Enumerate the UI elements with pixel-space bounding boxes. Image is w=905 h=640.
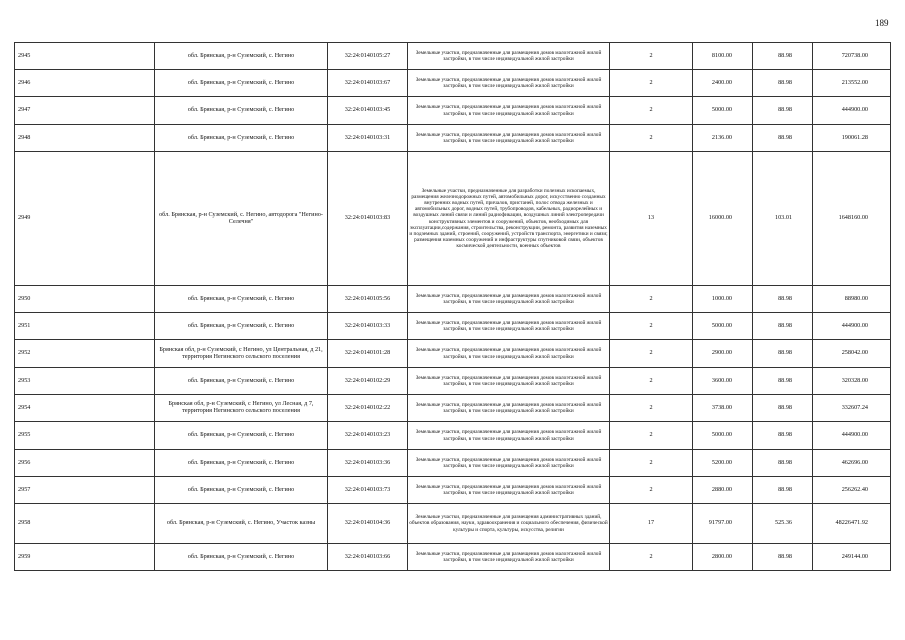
cadastral-value-cell: 249144.00 [813,544,891,571]
address-cell: обл. Брянская, р-н Суземский, с. Негино [155,43,328,70]
cadastral-number-cell: 32:24:0140103:66 [328,544,408,571]
table-row [15,368,891,395]
category-cell: 2 [610,450,693,477]
rate-cell: 88.98 [753,70,813,97]
cadastral-number-cell: 32:24:0140103:31 [328,125,408,152]
area-cell: 5000.00 [693,97,753,125]
address-cell: обл. Брянская, р-н Суземский, с. Негино [155,97,328,125]
row-number: 2959 [15,544,155,571]
category-cell: 2 [610,340,693,368]
category-cell: 2 [610,313,693,340]
table-row [15,286,891,313]
land-use-cell: Земельные участки, предназначенные для размещения домов малоэтажной жилой застройки, в том числе индивидуальной жилой застройки [408,313,610,340]
table-row [15,340,891,368]
land-use-cell: Земельные участки, предназначенные для размещения домов малоэтажной жилой застройки, в том числе индивидуальной жилой застройки [408,477,610,504]
cadastral-value-cell: 462696.00 [813,450,891,477]
land-use-cell: Земельные участки, предназначенные для размещения домов малоэтажной жилой застройки, в том числе индивидуальной жилой застройки [408,125,610,152]
category-cell: 2 [610,286,693,313]
land-use-cell: Земельные участки, предназначенные для размещения домов малоэтажной жилой застройки, в том числе индивидуальной жилой застройки [408,286,610,313]
category-cell: 2 [610,368,693,395]
area-cell: 5000.00 [693,422,753,450]
cadastral-number-cell: 32:24:0140103:73 [328,477,408,504]
land-use-cell: Земельные участки, предназначенные для размещения домов малоэтажной жилой застройки, в том числе индивидуальной жилой застройки [408,368,610,395]
row-number: 2947 [15,97,155,125]
land-registry-table [14,42,891,571]
category-cell: 2 [610,477,693,504]
rate-cell: 525.36 [753,504,813,544]
page-number: 189 [875,18,889,28]
table-row [15,395,891,422]
address-cell: обл. Брянская, р-н Суземский, с. Негино, Участок казны [155,504,328,544]
row-number: 2950 [15,286,155,313]
rate-cell: 88.98 [753,368,813,395]
land-use-cell: Земельные участки, предназначенные для размещения домов малоэтажной жилой застройки, в том числе индивидуальной жилой застройки [408,43,610,70]
cadastral-value-cell: 256262.40 [813,477,891,504]
table-row [15,97,891,125]
category-cell: 2 [610,43,693,70]
cadastral-number-cell: 32:24:0140103:23 [328,422,408,450]
land-use-cell: Земельные участки, предназначенные для размещения домов малоэтажной жилой застройки, в том числе индивидуальной жилой застройки [408,70,610,97]
land-use-cell: Земельные участки, предназначенные для размещения домов малоэтажной жилой застройки, в том числе индивидуальной жилой застройки [408,544,610,571]
cadastral-number-cell: 32:24:0140104:36 [328,504,408,544]
table-row [15,504,891,544]
row-number: 2948 [15,125,155,152]
category-cell: 2 [610,544,693,571]
row-number: 2958 [15,504,155,544]
row-number: 2953 [15,368,155,395]
cadastral-number-cell: 32:24:0140105:56 [328,286,408,313]
rate-cell: 88.98 [753,97,813,125]
category-cell: 2 [610,125,693,152]
area-cell: 5000.00 [693,313,753,340]
row-number: 2951 [15,313,155,340]
category-cell: 2 [610,422,693,450]
category-cell: 13 [610,152,693,286]
cadastral-value-cell: 444900.00 [813,313,891,340]
category-cell: 17 [610,504,693,544]
rate-cell: 88.98 [753,313,813,340]
row-number: 2957 [15,477,155,504]
cadastral-value-cell: 48226471.92 [813,504,891,544]
land-use-cell: Земельные участки, предназначенные для размещения домов малоэтажной жилой застройки, в том числе индивидуальной жилой застройки [408,97,610,125]
address-cell: обл. Брянская, р-н Суземский, с. Негино [155,125,328,152]
cadastral-value-cell: 1648160.00 [813,152,891,286]
address-cell: обл. Брянская, р-н Суземский, с. Негино [155,286,328,313]
category-cell: 2 [610,97,693,125]
cadastral-value-cell: 88980.00 [813,286,891,313]
area-cell: 8100.00 [693,43,753,70]
address-cell: обл. Брянская, р-н Суземский, с. Негино, автодорога "Негино- Селечня" [155,152,328,286]
address-cell: Брянская обл, р-н Суземский, с Негино, ул Центральная, д 21, территория Негинского сельского поселения [155,340,328,368]
table-body [15,43,891,571]
cadastral-number-cell: 32:24:0140103:33 [328,313,408,340]
table-row [15,450,891,477]
rate-cell: 88.98 [753,450,813,477]
area-cell: 2800.00 [693,544,753,571]
land-use-cell: Земельные участки, предназначенные для размещения домов малоэтажной жилой застройки, в том числе индивидуальной жилой застройки [408,422,610,450]
table-row [15,125,891,152]
address-cell: обл. Брянская, р-н Суземский, с. Негино [155,544,328,571]
cadastral-number-cell: 32:24:0140102:29 [328,368,408,395]
address-cell: обл. Брянская, р-н Суземский, с. Негино [155,70,328,97]
area-cell: 2880.00 [693,477,753,504]
cadastral-value-cell: 720738.00 [813,43,891,70]
row-number: 2954 [15,395,155,422]
row-number: 2956 [15,450,155,477]
rate-cell: 88.98 [753,340,813,368]
area-cell: 2400.00 [693,70,753,97]
table-row [15,70,891,97]
rate-cell: 88.98 [753,422,813,450]
table-row [15,477,891,504]
row-number: 2946 [15,70,155,97]
row-number: 2949 [15,152,155,286]
cadastral-value-cell: 444900.00 [813,422,891,450]
cadastral-number-cell: 32:24:0140101:28 [328,340,408,368]
cadastral-number-cell: 32:24:0140105:27 [328,43,408,70]
rate-cell: 88.98 [753,395,813,422]
row-number: 2952 [15,340,155,368]
cadastral-value-cell: 258042.00 [813,340,891,368]
address-cell: обл. Брянская, р-н Суземский, с. Негино [155,477,328,504]
table-row [15,43,891,70]
rate-cell: 103.01 [753,152,813,286]
cadastral-number-cell: 32:24:0140103:45 [328,97,408,125]
address-cell: обл. Брянская, р-н Суземский, с. Негино [155,422,328,450]
address-cell: обл. Брянская, р-н Суземский, с. Негино [155,313,328,340]
cadastral-value-cell: 213552.00 [813,70,891,97]
table-row [15,544,891,571]
area-cell: 3738.00 [693,395,753,422]
cadastral-number-cell: 32:24:0140102:22 [328,395,408,422]
cadastral-value-cell: 190061.28 [813,125,891,152]
cadastral-number-cell: 32:24:0140103:36 [328,450,408,477]
cadastral-value-cell: 332607.24 [813,395,891,422]
area-cell: 1000.00 [693,286,753,313]
land-use-cell: Земельные участки, предназначенные для разработки полезных ископаемых, размещения железнодорожных путей, автомобильных дорог, искусственно созданных внутренних водных путей, причалов, пристаней, полос отвода железных и автомобильных дорог, водных путей, трубопроводов, кабельных, радиорелейных и воздушных линий связи и линий радиофикации, воздушных линий электропередачи конструктивных элементов и сооружений, объектов, необходимых для эксплуатации,содержания, строительства, реконструкции, ремонта, развития наземных и подземных зданий, строений, сооружений, устройств транспорта, энергетики и связи; размещения наземных сооружений и инфраструктуры спутниковой связи, объектов космической деятельности, военных объектов [408,152,610,286]
rate-cell: 88.98 [753,544,813,571]
area-cell: 16000.00 [693,152,753,286]
land-use-cell: Земельные участки, предназначенные для размещения домов малоэтажной жилой застройки, в том числе индивидуальной жилой застройки [408,340,610,368]
rate-cell: 88.98 [753,477,813,504]
category-cell: 2 [610,70,693,97]
address-cell: обл. Брянская, р-н Суземский, с. Негино [155,368,328,395]
cadastral-number-cell: 32:24:0140103:83 [328,152,408,286]
land-use-cell: Земельные участки, предназначенные для размещения домов малоэтажной жилой застройки, в том числе индивидуальной жилой застройки [408,450,610,477]
table-row [15,152,891,286]
cadastral-number-cell: 32:24:0140103:67 [328,70,408,97]
address-cell: Брянская обл, р-н Суземский, с Негино, ул Лесная, д 7, территория Негинского сельского поселения [155,395,328,422]
row-number: 2945 [15,43,155,70]
area-cell: 3600.00 [693,368,753,395]
area-cell: 91797.00 [693,504,753,544]
table-row [15,422,891,450]
table-row [15,313,891,340]
area-cell: 2900.00 [693,340,753,368]
cadastral-value-cell: 444900.00 [813,97,891,125]
area-cell: 2136.00 [693,125,753,152]
rate-cell: 88.98 [753,43,813,70]
land-use-cell: Земельные участки, предназначенные для размещения административных зданий, объектов образования, науки, здравоохранения и социального обеспечения, физической культуры и спорта, культуры, искусства, религии [408,504,610,544]
category-cell: 2 [610,395,693,422]
rate-cell: 88.98 [753,125,813,152]
address-cell: обл. Брянская, р-н Суземский, с. Негино [155,450,328,477]
land-use-cell: Земельные участки, предназначенные для размещения домов малоэтажной жилой застройки, в том числе индивидуальной жилой застройки [408,395,610,422]
row-number: 2955 [15,422,155,450]
rate-cell: 88.98 [753,286,813,313]
cadastral-value-cell: 320328.00 [813,368,891,395]
area-cell: 5200.00 [693,450,753,477]
